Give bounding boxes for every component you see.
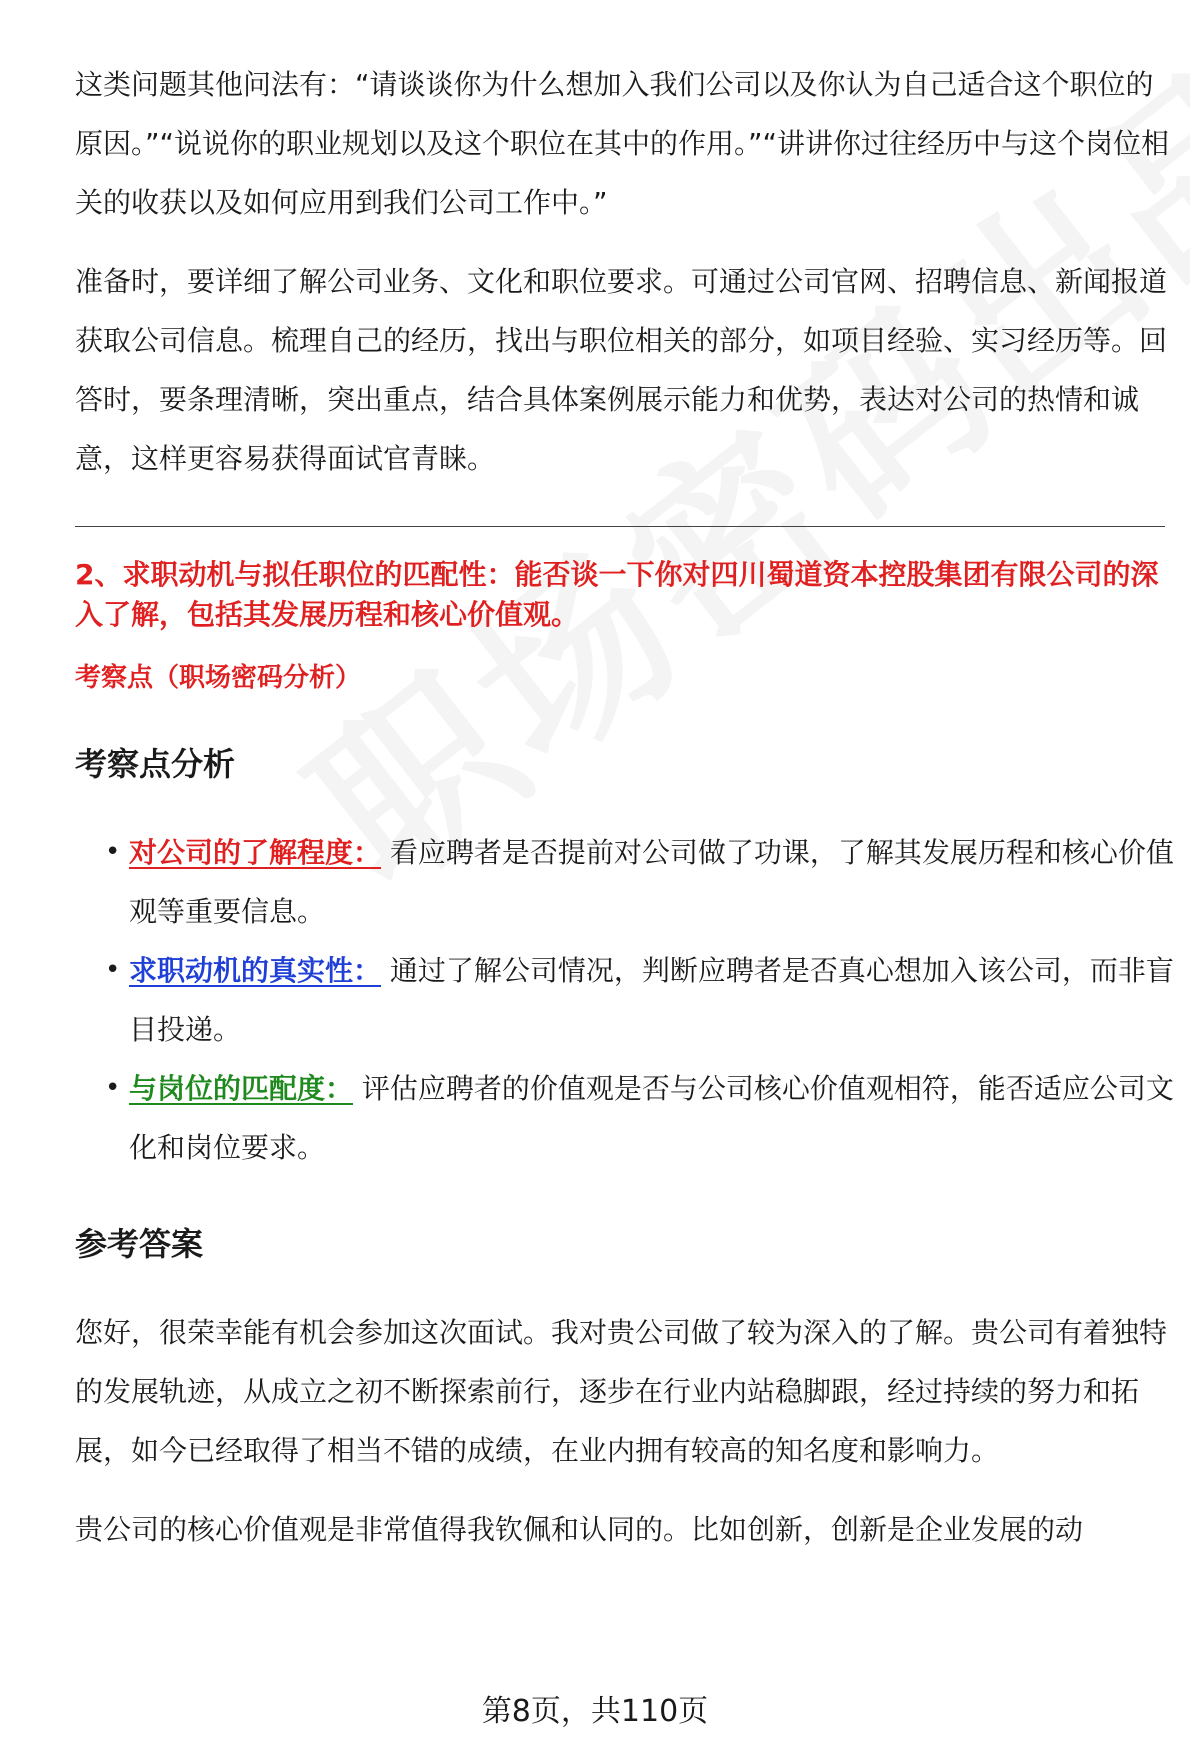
exam-point-label: 考察点（职场密码分析）	[75, 663, 362, 693]
analysis-item-motivation	[105, 941, 1175, 1059]
analysis-keyword: 与岗位的匹配度：	[129, 1072, 354, 1105]
analysis-keyword: 求职动机的真实性：	[129, 954, 382, 987]
page-number: 第8页，共110页	[481, 1694, 709, 1729]
analysis-text: 通过了解公司情况，判断应聘者是否真心想加入该公司，而非盲目投递。	[129, 954, 1174, 1046]
answer-paragraph-history: 您好，很荣幸能有机会参加这次面试。我对贵公司做了较为深入的了解。贵公司有着独特的发展轨迹，从成立之初不断探索前行，逐步在行业内站稳脚跟，经过持续的努力和拓展，如今已经取得了相当不错的成绩，在业内拥有较高的知名度和影响力。	[75, 1316, 1168, 1467]
question-title: 2、求职动机与拟任职位的匹配性：能否谈一下你对四川蜀道资本控股集团有限公司的深入了解，包括其发展历程和核心价值观。	[75, 558, 1159, 631]
intro-paragraph-alternatives: 这类问题其他问法有：“请谈谈你为什么想加入我们公司以及你认为自己适合这个职位的原因。”“说说你的职业规划以及这个职位在其中的作用。”“讲讲你过往经历中与这个岗位相关的收获以及如何应用到我们公司工作中。”	[75, 68, 1170, 219]
section-divider	[75, 526, 1165, 527]
document-page	[75, 55, 1175, 1559]
analysis-text: 看应聘者是否提前对公司做了功课，了解其发展历程和核心价值观等重要信息。	[129, 836, 1174, 928]
intro-paragraph-preparation: 准备时，要详细了解公司业务、文化和职位要求。可通过公司官网、招聘信息、新闻报道获取公司信息。梳理自己的经历，找出与职位相关的部分，如项目经验、实习经历等。回答时，要条理清晰，突出重点，结合具体案例展示能力和优势，表达对公司的热情和诚意，这样更容易获得面试官青睐。	[75, 265, 1168, 475]
analysis-item-company-knowledge	[105, 823, 1175, 941]
answer-heading: 参考答案	[75, 1225, 204, 1263]
bullet-icon: •	[105, 1073, 121, 1103]
answer-paragraph-values: 贵公司的核心价值观是非常值得我钦佩和认同的。比如创新，创新是企业发展的动	[75, 1513, 1084, 1546]
bullet-icon: •	[105, 837, 121, 867]
analysis-text: 评估应聘者的价值观是否与公司核心价值观相符，能否适应公司文化和岗位要求。	[129, 1072, 1174, 1164]
bullet-icon: •	[105, 955, 121, 985]
analysis-item-fit	[105, 1059, 1175, 1177]
analysis-heading: 考察点分析	[75, 745, 236, 783]
analysis-list	[75, 823, 1175, 1177]
analysis-keyword: 对公司的了解程度：	[129, 836, 382, 869]
